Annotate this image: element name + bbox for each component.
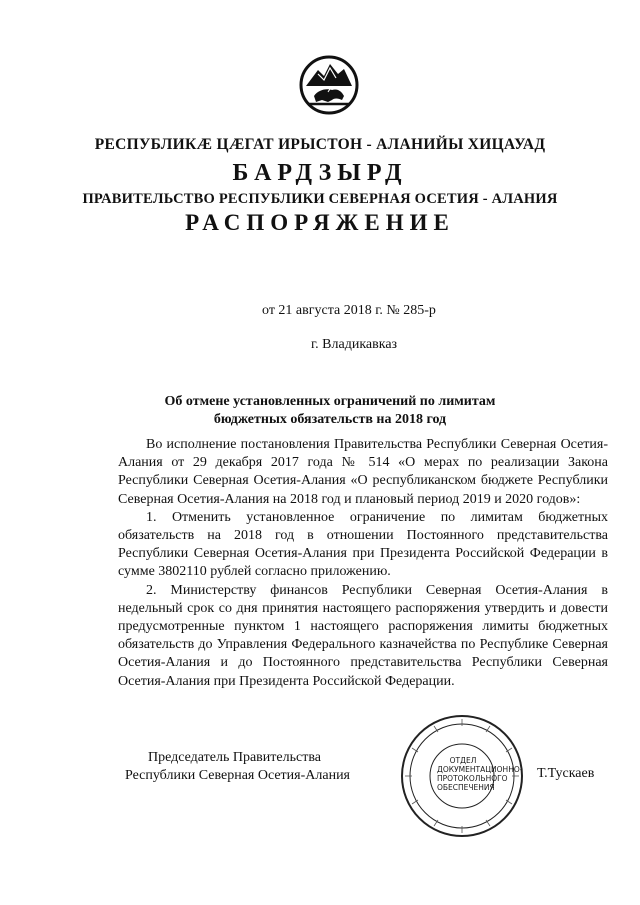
- body-paragraph-item-2: 2. Министерству финансов Республики Северная Осетия-Алания в недельный срок со дня принятия настоящего распоряжения утвердить и довести предусмотренные пунктом 1 настоящего распоряжения лимиты бюджетных обязательств до Управления Федерального казначейства по Республике Северная Осетия-Алания и до Постоянного представительства Республики Северная Осетия-Алания при Президента Российской Федерации.: [118, 582, 608, 689]
- stamp-text-line: ОТДЕЛ: [449, 756, 477, 765]
- signer-position-line-1: Председатель Правительства: [148, 750, 321, 765]
- document-title-line-2: бюджетных обязательств на 2018 год: [213, 412, 447, 427]
- signer-name: Т.Тускаев: [537, 766, 595, 781]
- body-paragraph-intro: Во исполнение постановления Правительства Республики Северная Осетия-Алания от 29 декабря 2017 года № 514 «О мерах по реализации Закона Республики Северная Осетия-Алания «О республиканском бюджете Республики Северная Осетия-Алания на 2018 год и плановый период 2019 и 2020 годов»:: [118, 437, 608, 507]
- stamp-text-line: ОБЕСПЕЧЕНИЯ: [437, 783, 495, 792]
- stamp-text-line: ДОКУМЕНТАЦИОННО-: [437, 765, 523, 774]
- header-line-ossetian: РЕСПУБЛИКӔ ЦӔГАТ ИРЫСТОН - АЛАНИЙЫ ХИЦАУАД: [94, 136, 546, 153]
- header-line-government: ПРАВИТЕЛЬСТВО РЕСПУБЛИКИ СЕВЕРНАЯ ОСЕТИЯ - АЛАНИЯ: [82, 191, 558, 207]
- stamp-text-line: ПРОТОКОЛЬНОГО: [437, 774, 508, 783]
- document-title-line-1: Об отмене установленных ограничений по лимитам: [164, 394, 496, 409]
- city-line: г. Владикавказ: [311, 337, 398, 352]
- coat-of-arms-emblem: [298, 52, 360, 118]
- document-type-heading: РАСПОРЯЖЕНИЕ: [185, 210, 455, 235]
- signer-position-line-2: Республики Северная Осетия-Алания: [125, 768, 350, 783]
- date-number-line: от 21 августа 2018 г. № 285-р: [262, 303, 436, 318]
- body-paragraph-item-1: 1. Отменить установленное ограничение по лимитам бюджетных обязательств на 2018 год в отношении Постоянного представительства Республики Северная Осетия-Алания при Президента Российской Федерации в сумме 3802110 рублей согласно приложению.: [118, 509, 608, 580]
- stamp-center-text: [437, 756, 523, 792]
- document-body: [118, 436, 608, 691]
- header-line-bardzyrd: БАРДЗЫРД: [232, 160, 408, 186]
